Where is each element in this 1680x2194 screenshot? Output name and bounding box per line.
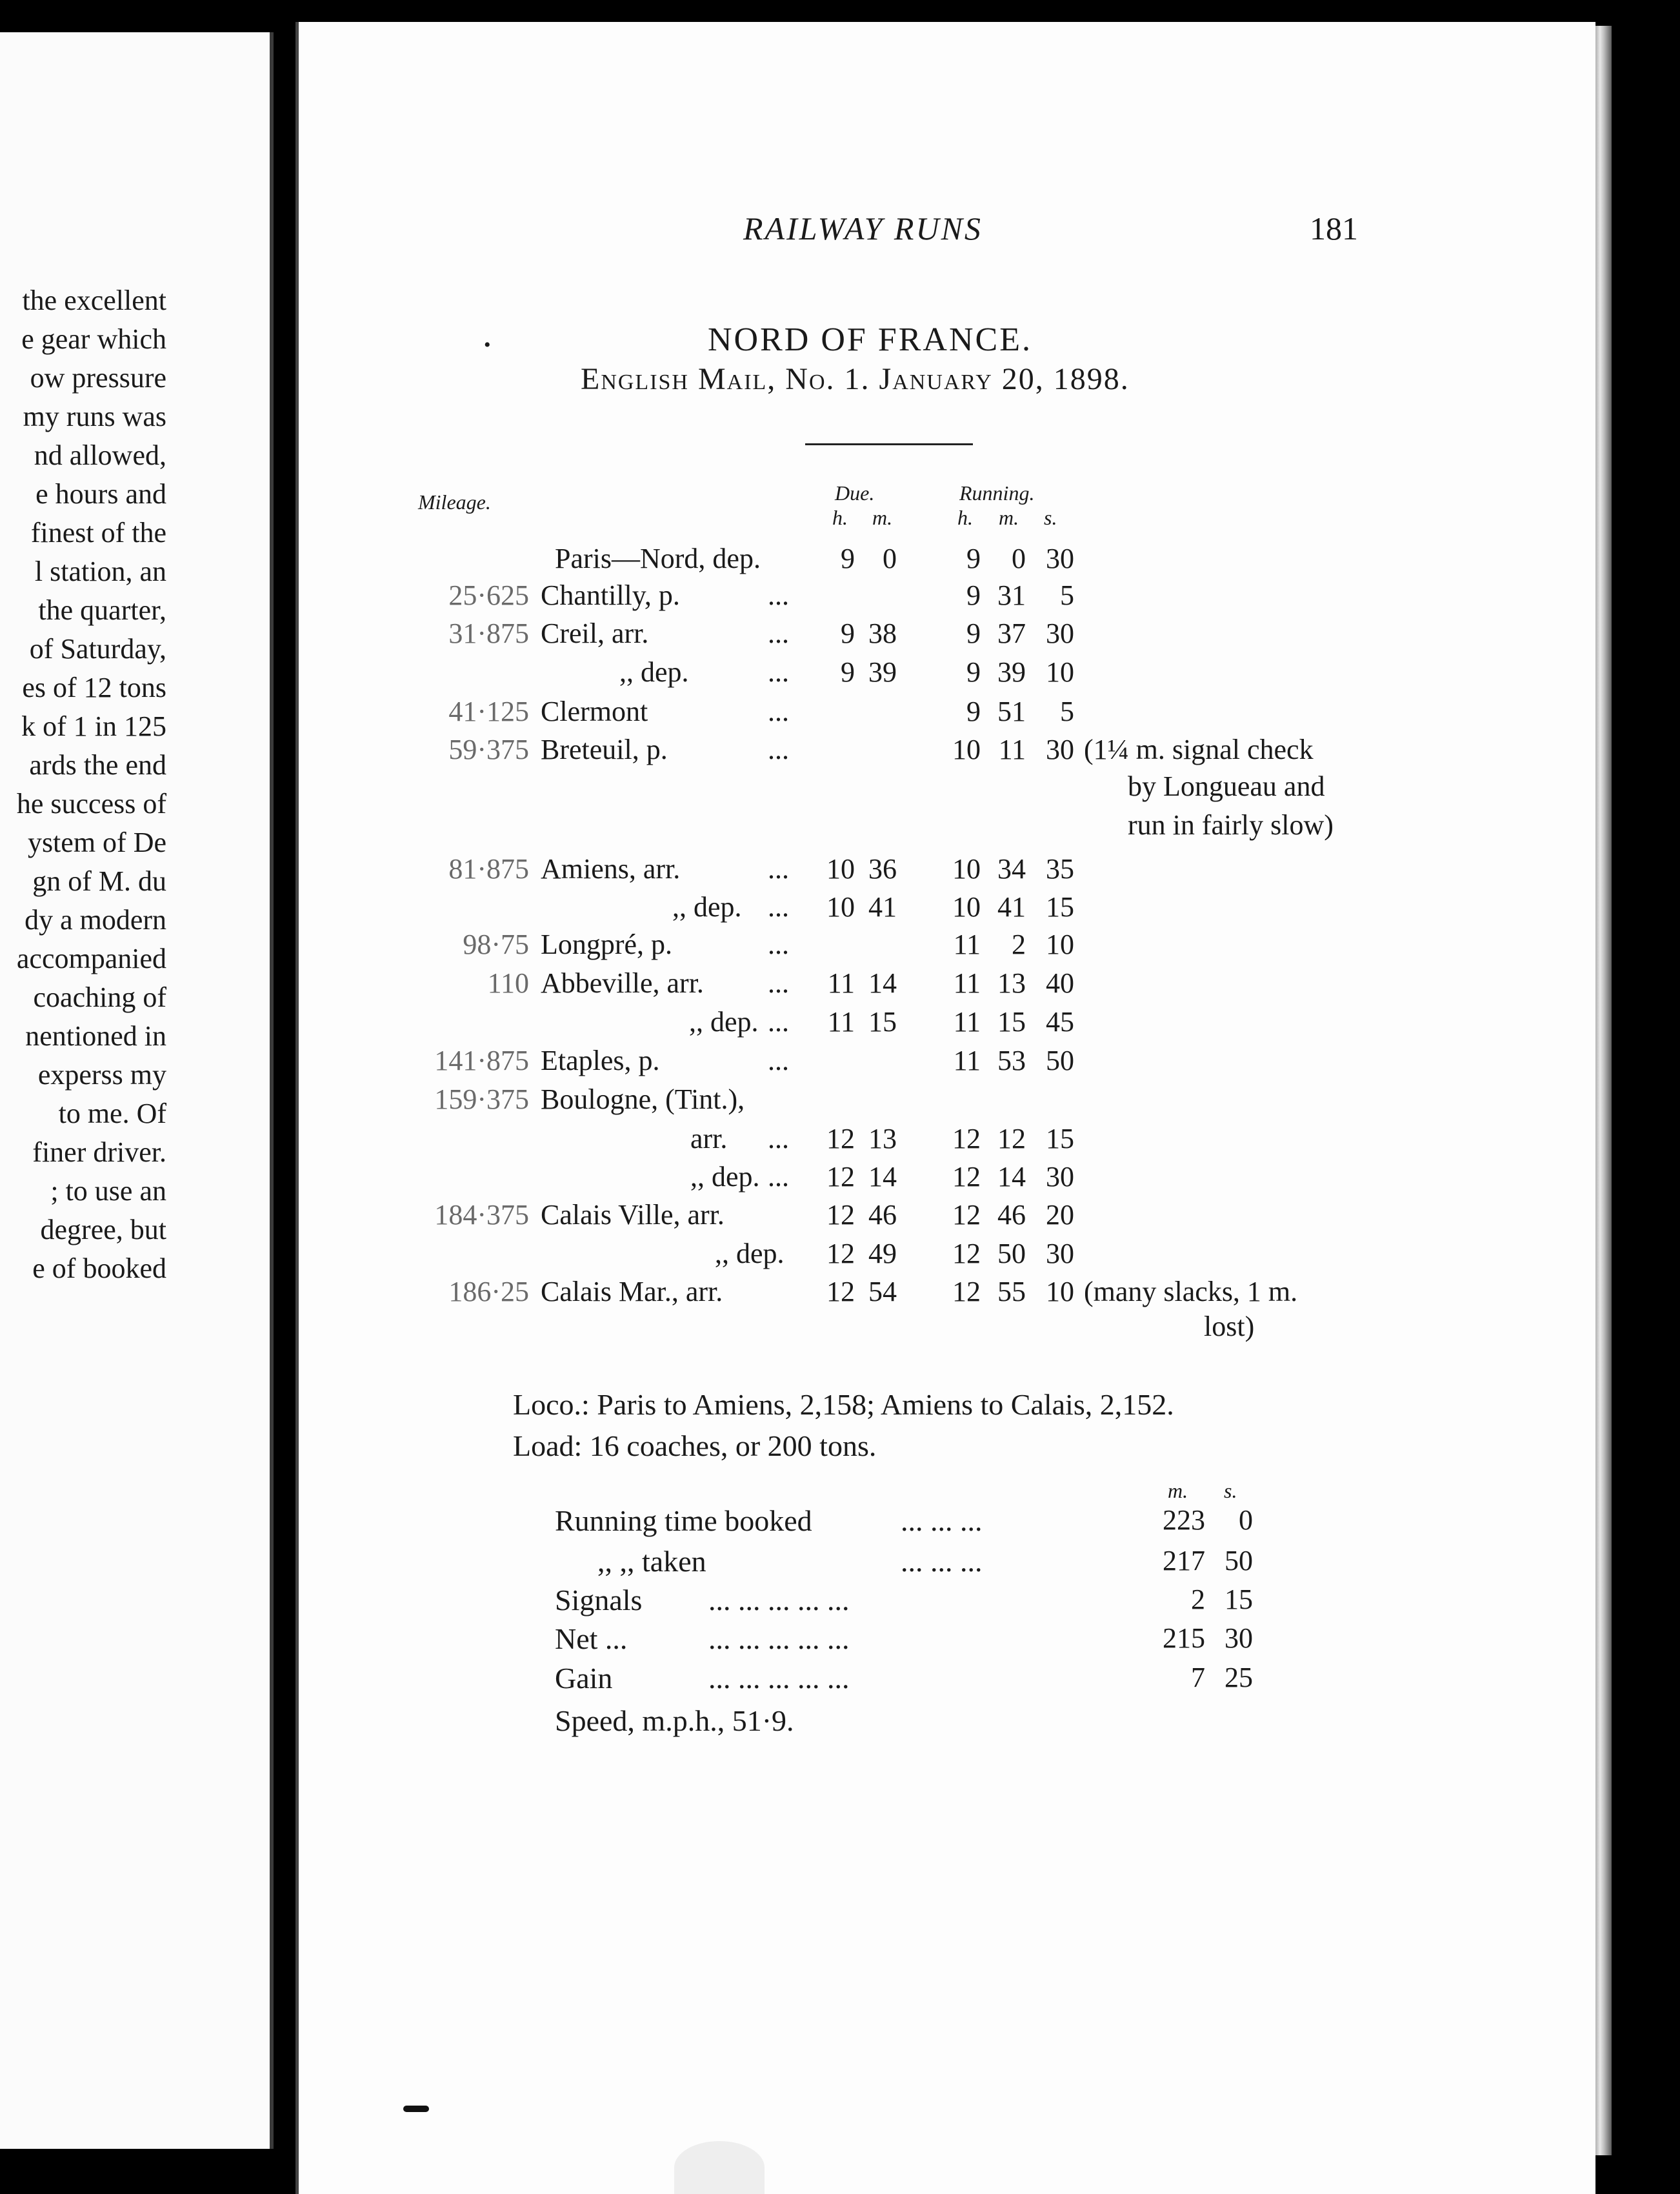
station-cell: ,, dep. bbox=[689, 1006, 759, 1038]
run-s-cell: 10 bbox=[1046, 929, 1074, 960]
left-page-line: nd allowed, bbox=[34, 439, 166, 471]
station-cell: Calais Mar., arr. bbox=[541, 1276, 723, 1307]
run-h-cell: 11 bbox=[953, 967, 981, 999]
run-h-cell: 9 bbox=[966, 543, 981, 574]
run-m-cell: 13 bbox=[997, 967, 1026, 999]
station-cell: Breteuil, p. bbox=[541, 734, 668, 765]
header-due: Due. bbox=[835, 481, 875, 505]
run-h-cell: 12 bbox=[952, 1123, 981, 1154]
run-m-cell: 11 bbox=[998, 734, 1026, 765]
run-m-cell: 50 bbox=[997, 1238, 1026, 1269]
run-h-cell: 12 bbox=[952, 1276, 981, 1307]
due-m-cell: 38 bbox=[868, 618, 897, 649]
run-s-cell: 5 bbox=[1060, 696, 1074, 727]
left-page-line: l station, an bbox=[34, 556, 166, 587]
left-page-line: finer driver. bbox=[32, 1136, 166, 1168]
run-m-cell: 41 bbox=[997, 891, 1026, 923]
header-mileage: Mileage. bbox=[418, 490, 491, 514]
mileage-cell: 25·625 bbox=[448, 579, 529, 611]
run-m-cell: 37 bbox=[997, 618, 1026, 649]
left-page-line: degree, but bbox=[40, 1214, 166, 1245]
summary-seconds: 30 bbox=[1225, 1622, 1253, 1654]
bullet-mark: • bbox=[484, 334, 491, 356]
left-page-line: e gear which bbox=[21, 323, 166, 355]
leader-dots: ... bbox=[768, 1006, 789, 1038]
due-h-cell: 10 bbox=[826, 853, 855, 885]
run-h-cell: 12 bbox=[952, 1161, 981, 1193]
summary-minutes: 7 bbox=[1191, 1662, 1205, 1693]
due-m-cell: 39 bbox=[868, 656, 897, 688]
run-m-cell: 0 bbox=[1012, 543, 1026, 574]
run-m-cell: 2 bbox=[1012, 929, 1026, 960]
header-running: Running. bbox=[959, 481, 1035, 505]
left-page-line: ards the end bbox=[29, 749, 166, 781]
run-h-cell: 9 bbox=[966, 656, 981, 688]
leader-dots: ... bbox=[768, 656, 789, 688]
station-cell: Etaples, p. bbox=[541, 1045, 660, 1076]
leader-dots: ... bbox=[768, 853, 789, 885]
leader-dots: ... bbox=[768, 1045, 789, 1076]
left-page-line: es of 12 tons bbox=[22, 672, 166, 703]
run-h-cell: 10 bbox=[952, 853, 981, 885]
page-subtitle: English Mail, No. 1. January 20, 1898. bbox=[581, 362, 1130, 396]
due-h-cell: 12 bbox=[826, 1276, 855, 1307]
summary-seconds: 50 bbox=[1225, 1545, 1253, 1576]
header-due-h: h. bbox=[832, 506, 848, 529]
due-m-cell: 14 bbox=[868, 1161, 897, 1193]
page-number: 181 bbox=[1310, 210, 1358, 247]
leader-dots: ... bbox=[768, 696, 789, 727]
note-breteuil-line3: run in fairly slow) bbox=[1128, 809, 1334, 841]
summary-seconds: 0 bbox=[1239, 1504, 1253, 1536]
run-s-cell: 30 bbox=[1046, 618, 1074, 649]
summary-dots: ... ... ... ... ... bbox=[708, 1584, 850, 1616]
run-s-cell: 30 bbox=[1046, 1161, 1074, 1193]
run-s-cell: 10 bbox=[1046, 1276, 1074, 1307]
summary-minutes: 217 bbox=[1163, 1545, 1205, 1576]
left-page-line: ; to use an bbox=[50, 1175, 166, 1207]
remark-cell: (1¼ m. signal check bbox=[1084, 734, 1314, 765]
leader-dots: ... bbox=[768, 929, 789, 960]
due-m-cell: 54 bbox=[868, 1276, 897, 1307]
run-m-cell: 39 bbox=[997, 656, 1026, 688]
run-s-cell: 20 bbox=[1046, 1199, 1074, 1231]
leader-dots: ... bbox=[768, 618, 789, 649]
due-h-cell: 9 bbox=[841, 543, 855, 574]
left-page-line: experss my bbox=[37, 1059, 166, 1091]
run-m-cell: 51 bbox=[997, 696, 1026, 727]
ink-mark bbox=[403, 2106, 429, 2112]
running-head: RAILWAY RUNS bbox=[743, 210, 983, 247]
due-m-cell: 46 bbox=[868, 1199, 897, 1231]
run-s-cell: 30 bbox=[1046, 543, 1074, 574]
summary-label: Running time booked bbox=[555, 1504, 812, 1537]
station-cell: Clermont bbox=[541, 696, 648, 727]
mileage-cell: 141·875 bbox=[434, 1045, 529, 1076]
left-page-line: my runs was bbox=[23, 401, 166, 432]
run-m-cell: 46 bbox=[997, 1199, 1026, 1231]
station-cell: Chantilly, p. bbox=[541, 579, 680, 611]
run-m-cell: 15 bbox=[997, 1006, 1026, 1038]
header-run-h: h. bbox=[957, 506, 973, 529]
note-calais-line2: lost) bbox=[1204, 1311, 1255, 1342]
page-edge-shadow bbox=[1612, 26, 1680, 2194]
leader-dots: ... bbox=[768, 1123, 789, 1154]
library-stamp bbox=[674, 2141, 765, 2194]
run-s-cell: 15 bbox=[1046, 891, 1074, 923]
left-page-line: k of 1 in 125 bbox=[21, 710, 166, 742]
station-cell: ,, dep. bbox=[715, 1238, 785, 1269]
run-s-cell: 5 bbox=[1060, 579, 1074, 611]
left-page-line: the quarter, bbox=[38, 594, 166, 626]
station-cell: ,, dep. bbox=[672, 891, 742, 923]
run-s-cell: 50 bbox=[1046, 1045, 1074, 1076]
left-page-line: to me. Of bbox=[58, 1098, 166, 1129]
left-page-line: of Saturday, bbox=[29, 633, 166, 665]
station-cell: ,, dep. bbox=[619, 656, 689, 688]
left-page-line: ystem of De bbox=[27, 827, 166, 858]
due-h-cell: 9 bbox=[841, 656, 855, 688]
run-s-cell: 40 bbox=[1046, 967, 1074, 999]
run-h-cell: 11 bbox=[953, 929, 981, 960]
due-m-cell: 41 bbox=[868, 891, 897, 923]
run-h-cell: 10 bbox=[952, 891, 981, 923]
due-h-cell: 9 bbox=[841, 618, 855, 649]
header-run-s: s. bbox=[1044, 506, 1057, 529]
mileage-cell: 41·125 bbox=[448, 696, 529, 727]
page-title: NORD OF FRANCE. bbox=[708, 321, 1032, 358]
summary-minutes: 223 bbox=[1163, 1504, 1205, 1536]
mileage-cell: 110 bbox=[487, 967, 529, 999]
summary-dots: ... ... ... ... ... bbox=[708, 1662, 850, 1695]
mileage-cell: 31·875 bbox=[448, 618, 529, 649]
due-m-cell: 49 bbox=[868, 1238, 897, 1269]
run-h-cell: 11 bbox=[953, 1045, 981, 1076]
load-line: Load: 16 coaches, or 200 tons. bbox=[513, 1429, 877, 1462]
due-h-cell: 11 bbox=[827, 967, 855, 999]
summary-seconds: 15 bbox=[1225, 1584, 1253, 1615]
station-cell: Boulogne, (Tint.), bbox=[541, 1083, 745, 1115]
due-h-cell: 11 bbox=[827, 1006, 855, 1038]
run-h-cell: 10 bbox=[952, 734, 981, 765]
summary-label: Gain bbox=[555, 1662, 613, 1695]
note-breteuil-line2: by Longueau and bbox=[1128, 770, 1325, 802]
leader-dots: ... bbox=[768, 891, 789, 923]
due-m-cell: 0 bbox=[883, 543, 897, 574]
mileage-cell: 159·375 bbox=[434, 1083, 529, 1115]
left-page-line: he success of bbox=[16, 788, 166, 820]
station-cell: Creil, arr. bbox=[541, 618, 649, 649]
due-h-cell: 12 bbox=[826, 1123, 855, 1154]
run-s-cell: 30 bbox=[1046, 734, 1074, 765]
station-cell: Abbeville, arr. bbox=[541, 967, 704, 999]
run-s-cell: 30 bbox=[1046, 1238, 1074, 1269]
station-cell: ,, dep. bbox=[690, 1161, 760, 1193]
run-h-cell: 9 bbox=[966, 696, 981, 727]
loco-line: Loco.: Paris to Amiens, 2,158; Amiens to Calais, 2,152. bbox=[513, 1388, 1174, 1421]
leader-dots: ... bbox=[768, 579, 789, 611]
summary-dots: ... ... ... bbox=[901, 1545, 983, 1578]
header-due-m: m. bbox=[872, 506, 893, 529]
run-m-cell: 31 bbox=[997, 579, 1026, 611]
mileage-cell: 184·375 bbox=[434, 1199, 529, 1231]
station-cell: Amiens, arr. bbox=[541, 853, 681, 885]
station-cell: Paris—Nord, dep. bbox=[555, 543, 761, 574]
station-cell: arr. bbox=[690, 1123, 728, 1154]
title-rule bbox=[805, 443, 973, 445]
run-s-cell: 45 bbox=[1046, 1006, 1074, 1038]
run-h-cell: 9 bbox=[966, 618, 981, 649]
summary-col-m: m. bbox=[1168, 1479, 1188, 1502]
summary-minutes: 215 bbox=[1163, 1622, 1205, 1654]
summary-dots: ... ... ... ... ... bbox=[708, 1622, 850, 1655]
left-page-line: the excellent bbox=[22, 285, 166, 316]
left-page-line: gn of M. du bbox=[32, 865, 166, 897]
run-m-cell: 53 bbox=[997, 1045, 1026, 1076]
due-h-cell: 12 bbox=[826, 1199, 855, 1231]
due-m-cell: 36 bbox=[868, 853, 897, 885]
due-m-cell: 14 bbox=[868, 967, 897, 999]
header-run-m: m. bbox=[999, 506, 1019, 529]
mileage-cell: 98·75 bbox=[463, 929, 529, 960]
run-h-cell: 11 bbox=[953, 1006, 981, 1038]
mileage-cell: 186·25 bbox=[448, 1276, 529, 1307]
summary-dots: ... ... ... bbox=[901, 1504, 983, 1537]
leader-dots: ... bbox=[768, 1161, 789, 1193]
left-page bbox=[0, 32, 274, 2149]
left-page-line: coaching of bbox=[33, 981, 166, 1013]
run-s-cell: 15 bbox=[1046, 1123, 1074, 1154]
left-page-text bbox=[0, 32, 270, 2149]
run-m-cell: 34 bbox=[997, 853, 1026, 885]
due-m-cell: 15 bbox=[868, 1006, 897, 1038]
summary-col-s: s. bbox=[1224, 1479, 1237, 1502]
due-h-cell: 10 bbox=[826, 891, 855, 923]
leader-dots: ... bbox=[768, 734, 789, 765]
summary-label: Signals bbox=[555, 1584, 643, 1616]
left-page-line: finest of the bbox=[30, 517, 166, 548]
leader-dots: ... bbox=[768, 967, 789, 999]
left-page-line: e of booked bbox=[32, 1253, 166, 1284]
summary-label: ,, ,, taken bbox=[597, 1545, 706, 1578]
run-m-cell: 55 bbox=[997, 1276, 1026, 1307]
run-h-cell: 12 bbox=[952, 1238, 981, 1269]
due-h-cell: 12 bbox=[826, 1161, 855, 1193]
left-page-line: dy a modern bbox=[25, 904, 166, 936]
run-h-cell: 9 bbox=[966, 579, 981, 611]
left-page-line: accompanied bbox=[16, 943, 166, 974]
run-s-cell: 35 bbox=[1046, 853, 1074, 885]
speed-line: Speed, m.p.h., 51·9. bbox=[555, 1704, 794, 1737]
left-page-line: nentioned in bbox=[25, 1020, 166, 1052]
run-s-cell: 10 bbox=[1046, 656, 1074, 688]
mileage-cell: 81·875 bbox=[448, 853, 529, 885]
left-page-line: e hours and bbox=[35, 478, 166, 510]
run-m-cell: 12 bbox=[997, 1123, 1026, 1154]
run-h-cell: 12 bbox=[952, 1199, 981, 1231]
due-m-cell: 13 bbox=[868, 1123, 897, 1154]
remark-cell: (many slacks, 1 m. bbox=[1084, 1276, 1298, 1307]
mileage-cell: 59·375 bbox=[448, 734, 529, 765]
run-m-cell: 14 bbox=[997, 1161, 1026, 1193]
due-h-cell: 12 bbox=[826, 1238, 855, 1269]
station-cell: Calais Ville, arr. bbox=[541, 1199, 725, 1231]
summary-minutes: 2 bbox=[1191, 1584, 1205, 1615]
summary-seconds: 25 bbox=[1225, 1662, 1253, 1693]
left-page-line: ow pressure bbox=[30, 362, 166, 394]
summary-label: Net ... bbox=[555, 1622, 628, 1655]
station-cell: Longpré, p. bbox=[541, 929, 673, 960]
